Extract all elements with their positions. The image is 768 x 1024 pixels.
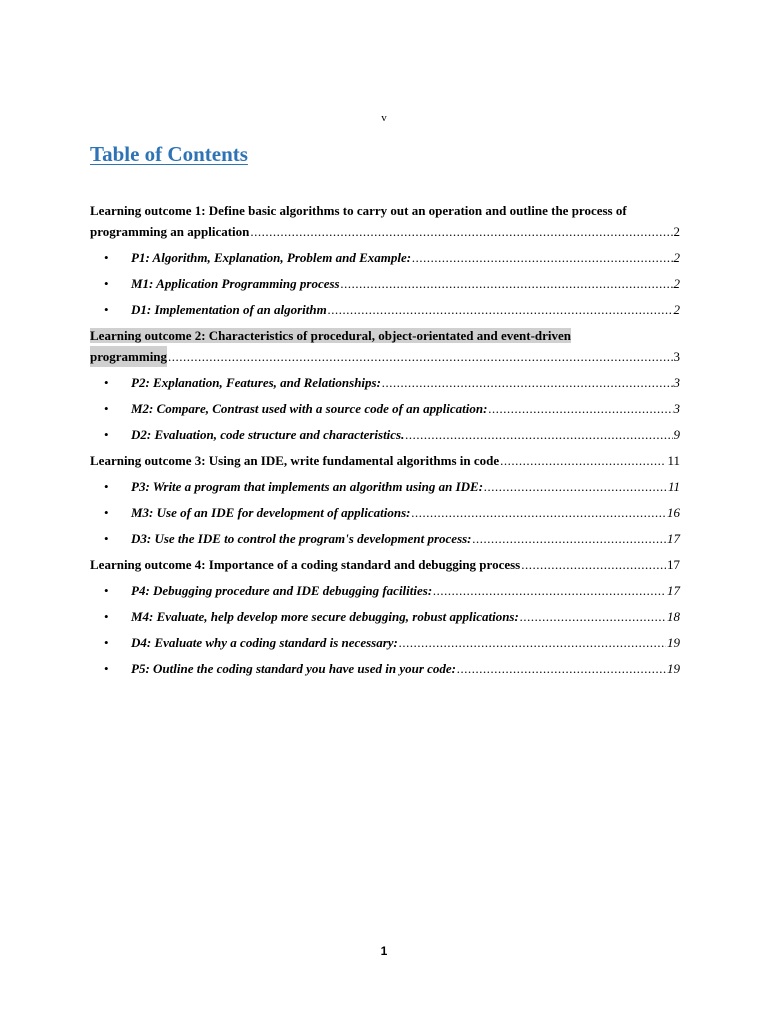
toc-entry-m4[interactable] xyxy=(90,606,680,627)
dot-leader xyxy=(341,273,673,294)
toc-entry-page: 18 xyxy=(667,609,680,624)
dot-leader xyxy=(399,632,666,653)
bullet-icon: • xyxy=(104,531,109,546)
bullet-icon: • xyxy=(104,250,109,265)
bullet-icon: • xyxy=(104,661,109,676)
toc-entry-m1[interactable] xyxy=(90,273,680,294)
toc-entry-p4[interactable] xyxy=(90,580,680,601)
toc-entry-page: 11 xyxy=(667,479,680,494)
toc-entry-lo3-line1: Learning outcome 3: Using an IDE, write fundamental algorithms in code xyxy=(90,453,500,468)
toc-entry-page: 3 xyxy=(673,401,680,416)
toc-entry-lo1-line1: Learning outcome 1: Define basic algorithms to carry out an operation and outline the process of xyxy=(90,203,627,218)
header-mark: v xyxy=(381,112,387,124)
dot-leader xyxy=(484,476,667,497)
bullet-icon: • xyxy=(104,609,109,624)
toc-entry-page: 16 xyxy=(667,505,680,520)
dot-leader xyxy=(500,450,666,471)
dot-leader xyxy=(433,580,666,601)
dot-leader xyxy=(405,424,672,445)
toc-entry-lo1-line2: programming an application xyxy=(90,224,250,239)
toc-entry-label: P2: Explanation, Features, and Relationships: xyxy=(131,375,381,390)
bullet-icon: • xyxy=(104,635,109,650)
bullet-icon: • xyxy=(104,583,109,598)
toc-entry-p2[interactable] xyxy=(90,372,680,393)
bullet-icon: • xyxy=(104,375,109,390)
toc-entry-page: 3 xyxy=(673,375,680,390)
toc-entry-lo3-page: 11 xyxy=(667,453,680,468)
toc-entry-lo2-line2: programming xyxy=(90,346,167,367)
toc-entry-d2[interactable] xyxy=(90,424,680,445)
toc-entry-label: D4: Evaluate why a coding standard is necessary: xyxy=(131,635,398,650)
toc-entry-label: P3: Write a program that implements an algorithm using an IDE: xyxy=(131,479,484,494)
toc-entry-d4[interactable] xyxy=(90,632,680,653)
toc-entry-m3[interactable] xyxy=(90,502,680,523)
toc-entry-p1[interactable] xyxy=(90,247,680,268)
toc-entry-label: P1: Algorithm, Explanation, Problem and Example: xyxy=(131,250,412,265)
dot-leader xyxy=(382,372,673,393)
dot-leader xyxy=(488,398,672,419)
toc-entry-label: D2: Evaluation, code structure and characteristics. xyxy=(131,427,405,442)
bullet-icon: • xyxy=(104,401,109,416)
bullet-icon: • xyxy=(104,505,109,520)
toc-entry-lo1-page: 2 xyxy=(673,224,680,239)
dot-leader xyxy=(250,221,672,242)
toc-entry-label: M3: Use of an IDE for development of applications: xyxy=(131,505,411,520)
toc-entry-page: 2 xyxy=(673,302,680,317)
toc-entry-lo1[interactable] xyxy=(90,200,680,242)
dot-leader xyxy=(473,528,666,549)
toc-entry-label: M2: Compare, Contrast used with a source code of an application: xyxy=(131,401,488,416)
dot-leader xyxy=(520,606,666,627)
toc-title[interactable]: Table of Contents xyxy=(90,142,248,166)
toc-entry-page: 19 xyxy=(667,635,680,650)
toc-entry-lo4-line1: Learning outcome 4: Importance of a coding standard and debugging process xyxy=(90,557,521,572)
toc-entry-lo2-page: 3 xyxy=(673,349,680,364)
toc-entry-lo2-line1: Learning outcome 2: Characteristics of procedural, object-orientated and event-driven xyxy=(90,328,572,343)
toc-entry-page: 17 xyxy=(667,531,680,546)
toc-list xyxy=(90,200,680,684)
toc-entry-label: P4: Debugging procedure and IDE debugging facilities: xyxy=(131,583,433,598)
toc-entry-label: M1: Application Programming process xyxy=(131,276,340,291)
bullet-icon: • xyxy=(104,427,109,442)
toc-entry-page: 2 xyxy=(673,250,680,265)
toc-entry-lo4-page: 17 xyxy=(667,557,680,572)
toc-entry-label: D3: Use the IDE to control the program's development process: xyxy=(131,531,472,546)
toc-entry-d1[interactable] xyxy=(90,299,680,320)
dot-leader xyxy=(328,299,673,320)
bullet-icon: • xyxy=(104,479,109,494)
bullet-icon: • xyxy=(104,276,109,291)
toc-entry-lo2[interactable] xyxy=(90,325,680,367)
toc-entry-label: D1: Implementation of an algorithm xyxy=(131,302,327,317)
toc-entry-d3[interactable] xyxy=(90,528,680,549)
dot-leader xyxy=(168,346,672,367)
toc-entry-page: 17 xyxy=(667,583,680,598)
toc-entry-p5[interactable] xyxy=(90,658,680,679)
toc-entry-m2[interactable] xyxy=(90,398,680,419)
dot-leader xyxy=(412,247,672,268)
dot-leader xyxy=(457,658,666,679)
dot-leader xyxy=(521,554,666,575)
footer-page-number: 1 xyxy=(380,944,388,958)
dot-leader xyxy=(411,502,666,523)
toc-entry-lo3[interactable] xyxy=(90,450,680,471)
toc-entry-page: 2 xyxy=(673,276,680,291)
toc-entry-p3[interactable] xyxy=(90,476,680,497)
toc-entry-page: 19 xyxy=(667,661,680,676)
toc-entry-page: 9 xyxy=(673,427,680,442)
toc-entry-lo4[interactable] xyxy=(90,554,680,575)
toc-entry-label: M4: Evaluate, help develop more secure debugging, robust applications: xyxy=(131,609,519,624)
bullet-icon: • xyxy=(104,302,109,317)
toc-entry-label: P5: Outline the coding standard you have used in your code: xyxy=(131,661,457,676)
